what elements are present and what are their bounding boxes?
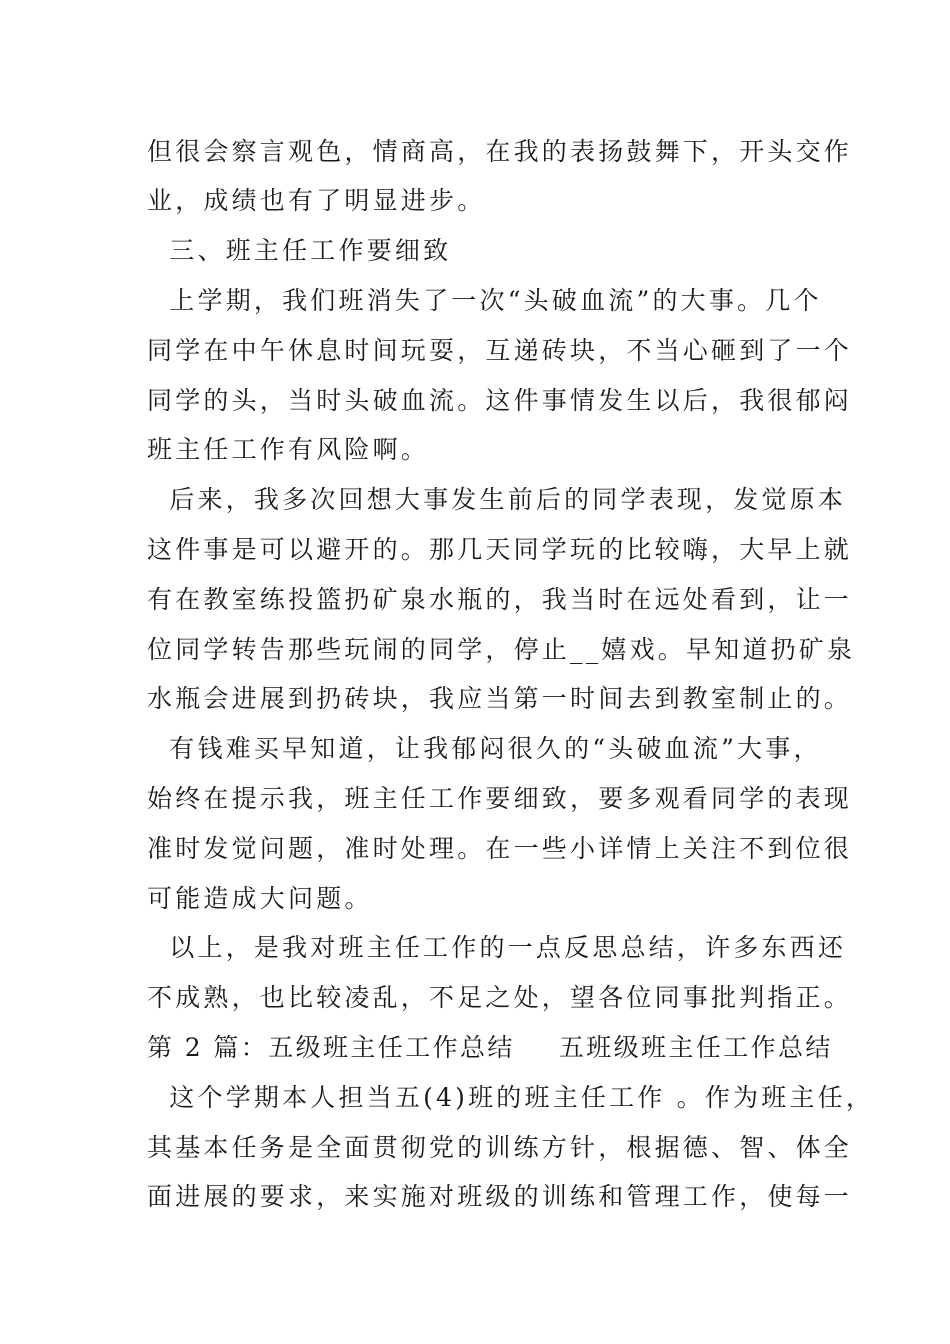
text-line: 上学期，我们班消失了一次“头破血流”的大事。几个 — [147, 286, 822, 315]
text-line: 同学在中午休息时间玩耍，互递砖块，不当心砸到了一个 — [147, 336, 853, 365]
section-heading-subtitle: 五班级班主任工作总结 — [558, 1033, 833, 1062]
text-line: 业，成绩也有了明显进步。 — [147, 186, 486, 215]
text-line: 准时发觉问题，准时处理。在一些小详情上关注不到位很 — [147, 834, 853, 863]
text-line: 但很会察言观色，情商高，在我的表扬鼓舞下，开头交作 — [147, 137, 853, 166]
text-line: 以上，是我对班主任工作的一点反思总结，许多东西还 — [147, 933, 847, 962]
text-line: 始终在提示我，班主任工作要细致，要多观看同学的表现 — [147, 784, 853, 813]
text-line: 面进展的要求，来实施对班级的训练和管理工作，使每一 — [147, 1182, 853, 1211]
text-line: 班主任工作有风险啊。 — [147, 435, 430, 464]
text-line: 这件事是可以避开的。那几天同学玩的比较嗨，大早上就 — [147, 535, 853, 564]
text-line: 这个学期本人担当五(4)班的班主任工作 。作为班主任， — [147, 1083, 875, 1112]
subheading-line: 三、班主任工作要细致 — [147, 236, 452, 265]
text-line: 其基本任务是全面贯彻党的训练方针，根据德、智、体全 — [147, 1133, 853, 1162]
section-heading-title: 第 2 篇：五级班主任工作总结 — [147, 1033, 515, 1062]
text-line: 后来，我多次回想大事发生前后的同学表现，发觉原本 — [147, 485, 847, 514]
section-heading — [147, 1031, 833, 1065]
text-line: 可能造成大问题。 — [147, 884, 373, 913]
text-line: 水瓶会进展到扔砖块，我应当第一时间去到教室制止的。 — [147, 684, 853, 713]
text-line: 位同学转告那些玩闹的同学，停止__嬉戏。早知道扔矿泉 — [147, 635, 856, 664]
text-line: 不成熟，也比较凌乱，不足之处，望各位同事批判指正。 — [147, 983, 853, 1012]
text-line: 有钱难买早知道，让我郁闷很久的“头破血流”大事， — [147, 734, 822, 763]
text-line: 同学的头，当时头破血流。这件事情发生以后，我很郁闷 — [147, 386, 853, 415]
text-line: 有在教室练投篮扔矿泉水瓶的，我当时在远处看到，让一 — [147, 585, 853, 614]
